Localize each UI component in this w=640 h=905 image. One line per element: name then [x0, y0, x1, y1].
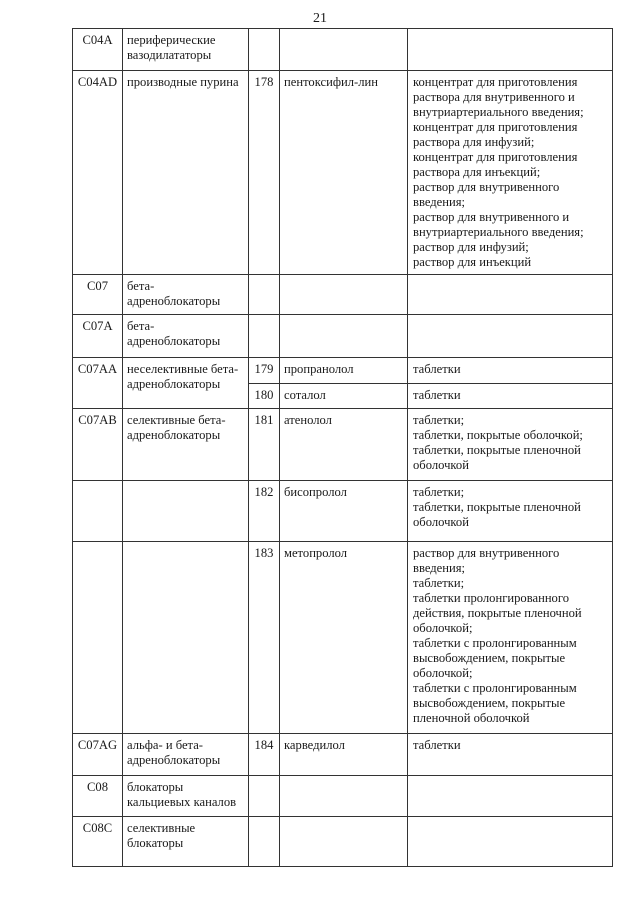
dosage-form-cell: [408, 275, 613, 315]
dosage-form-cell: таблетки: [408, 384, 613, 409]
item-number-cell: [249, 315, 280, 358]
item-number-cell: 183: [249, 542, 280, 734]
drug-name-cell: соталол: [280, 384, 408, 409]
dosage-form-cell: таблетки: [408, 734, 613, 776]
item-number-cell: 179: [249, 358, 280, 384]
table-row: [73, 481, 613, 542]
page-number: 21: [313, 11, 327, 26]
item-number-cell: 181: [249, 409, 280, 481]
atc-code-cell: [73, 542, 123, 734]
dosage-form-cell: концентрат для приготовления раствора для внутривенного и внутриартериального введения; концентрат для приготовления раствора для инфузий; концентрат для приготовления раствора для инъекций; раствор для внутривенного введения; раствор для внутривенного и внутриартериального введения; раствор для инфузий; раствор для инъекций: [408, 71, 613, 275]
drug-name-cell: пентоксифил-лин: [280, 71, 408, 275]
group-name-cell: [123, 542, 249, 734]
table-row: [73, 275, 613, 315]
group-name-cell: производные пурина: [123, 71, 249, 275]
atc-code-cell: C04AD: [73, 71, 123, 275]
dosage-form-cell: [408, 817, 613, 867]
item-number-cell: [249, 275, 280, 315]
dosage-form-cell: таблетки; таблетки, покрытые оболочкой; таблетки, покрытые пленочной оболочкой: [408, 409, 613, 481]
item-number-cell: 178: [249, 71, 280, 275]
drug-name-cell: пропранолол: [280, 358, 408, 384]
group-name-cell: селективные бета- адреноблокаторы: [123, 409, 249, 481]
group-name-cell: альфа- и бета- адреноблокаторы: [123, 734, 249, 776]
dosage-form-cell: [408, 776, 613, 817]
atc-code-cell: C07AG: [73, 734, 123, 776]
atc-code-cell: C07A: [73, 315, 123, 358]
table-row: [73, 315, 613, 358]
dosage-form-cell: [408, 315, 613, 358]
medicines-table: [72, 28, 613, 867]
table-row: [73, 358, 613, 384]
drug-name-cell: [280, 776, 408, 817]
table-row: [73, 71, 613, 275]
table-row: [73, 817, 613, 867]
item-number-cell: [249, 817, 280, 867]
item-number-cell: 182: [249, 481, 280, 542]
drug-name-cell: [280, 275, 408, 315]
atc-code-cell: [73, 481, 123, 542]
atc-code-cell: C07: [73, 275, 123, 315]
group-name-cell: [123, 481, 249, 542]
table-row: [73, 542, 613, 734]
drug-name-cell: [280, 315, 408, 358]
table-row: [73, 409, 613, 481]
drug-name-cell: карведилол: [280, 734, 408, 776]
dosage-form-cell: таблетки; таблетки, покрытые пленочной оболочкой: [408, 481, 613, 542]
group-name-cell: бета- адреноблокаторы: [123, 275, 249, 315]
item-number-cell: [249, 776, 280, 817]
item-number-cell: [249, 29, 280, 71]
table-row: [73, 29, 613, 71]
item-number-cell: 180: [249, 384, 280, 409]
group-name-cell: селективные блокаторы: [123, 817, 249, 867]
table-row: [73, 734, 613, 776]
drug-name-cell: [280, 817, 408, 867]
item-number-cell: 184: [249, 734, 280, 776]
group-name-cell: периферические вазодилататоры: [123, 29, 249, 71]
group-name-cell: блокаторы кальциевых каналов: [123, 776, 249, 817]
dosage-form-cell: [408, 29, 613, 71]
dosage-form-cell: раствор для внутривенного введения; таблетки; таблетки пролонгированного действия, покрытые пленочной оболочкой; таблетки с пролонгированным высвобождением, покрытые оболочкой; таблетки с пролонгированным высвобождением, покрытые пленочной оболочкой: [408, 542, 613, 734]
atc-code-cell: C07AA: [73, 358, 123, 409]
atc-code-cell: C08C: [73, 817, 123, 867]
table-row: [73, 776, 613, 817]
atc-code-cell: C08: [73, 776, 123, 817]
atc-code-cell: C07AB: [73, 409, 123, 481]
group-name-cell: неселективные бета- адреноблокаторы: [123, 358, 249, 409]
drug-name-cell: метопролол: [280, 542, 408, 734]
drug-name-cell: [280, 29, 408, 71]
drug-name-cell: атенолол: [280, 409, 408, 481]
atc-code-cell: C04A: [73, 29, 123, 71]
drug-name-cell: бисопролол: [280, 481, 408, 542]
group-name-cell: бета- адреноблокаторы: [123, 315, 249, 358]
dosage-form-cell: таблетки: [408, 358, 613, 384]
